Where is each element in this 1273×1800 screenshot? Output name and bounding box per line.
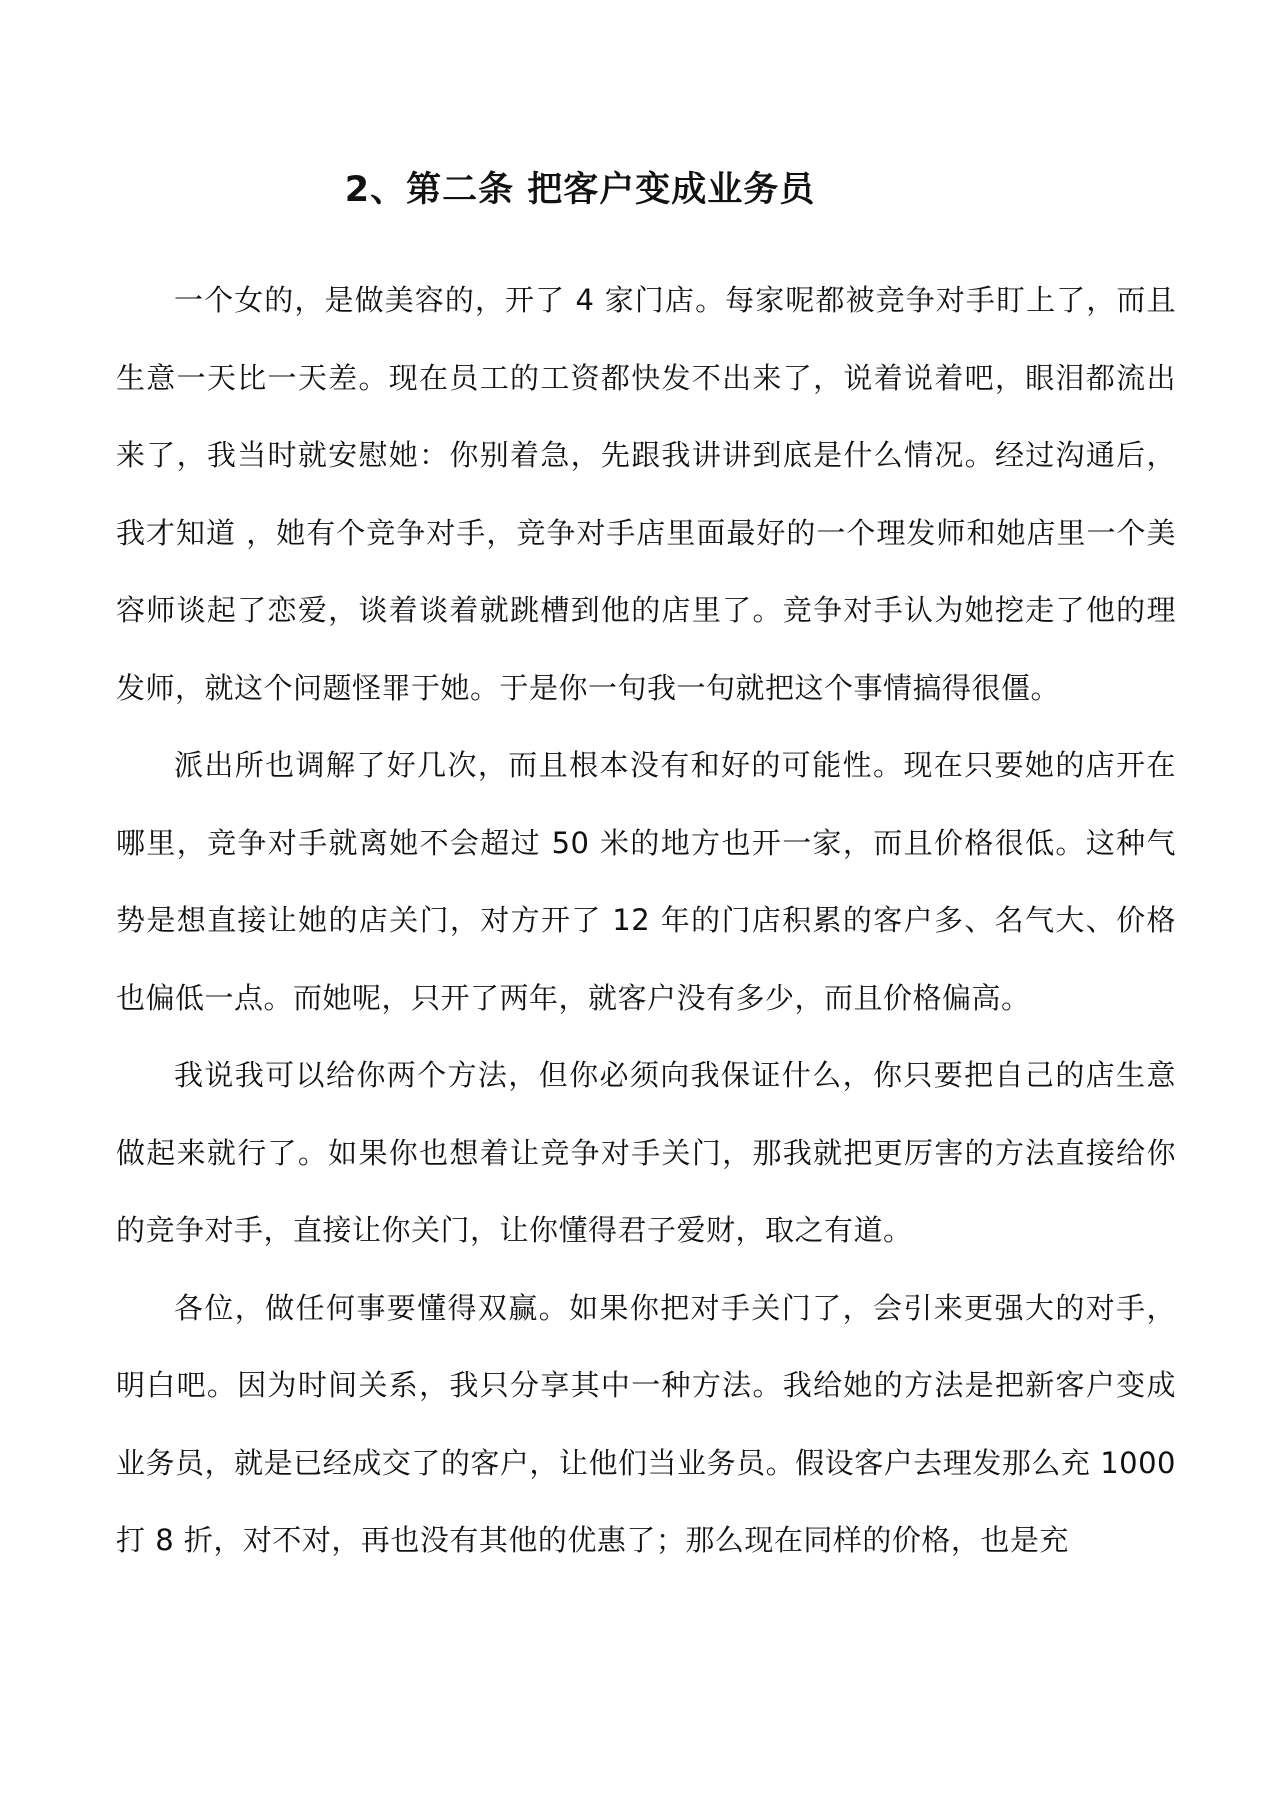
page-title: 2、第二条 把客户变成业务员: [344, 170, 816, 210]
paragraph-2: 派出所也调解了好几次，而且根本没有和好的可能性。现在只要她的店开在哪里，竞争对手就离她不会超过 50 米的地方也开一家，而且价格很低。这种气势是想直接让她的店关门，对方开了 12 年的门店积累的客户多、名气大、价格也偏低一点。而她呢，只开了两年，就客户没有多少，而且价格偏高。: [116, 748, 1176, 1015]
paragraph-4: 各位，做任何事要懂得双赢。如果你把对手关门了，会引来更强大的对手，明白吧。因为时间关系，我只分享其中一种方法。我给她的方法是把新客户变成业务员，就是已经成交了的客户，让他们当业务员。假设客户去理发那么充 1000 打 8 折，对不对，再也没有其他的优惠了；那么现在同样的价格，也是充: [116, 1290, 1176, 1557]
document-body: [116, 262, 1176, 1580]
paragraph-3: 我说我可以给你两个方法，但你必须向我保证什么，你只要把自己的店生意做起来就行了。如果你也想着让竞争对手关门，那我就把更厉害的方法直接给你的竞争对手，直接让你关门，让你懂得君子爱财，取之有道。: [116, 1058, 1176, 1247]
paragraph-1: 一个女的，是做美容的，开了 4 家门店。每家呢都被竞争对手盯上了，而且生意一天比一天差。现在员工的工资都快发不出来了，说着说着吧，眼泪都流出来了，我当时就安慰她：你别着急，先跟我讲讲到底是什么情况。经过沟通后，我才知道 ，她有个竞争对手，竞争对手店里面最好的一个理发师和她店里一个美容师谈起了恋爱，谈着谈着就跳槽到他的店里了。竞争对手认为她挖走了他的理发师，就这个问题怪罪于她。于是你一句我一句就把这个事情搞得很僵。: [116, 283, 1176, 705]
